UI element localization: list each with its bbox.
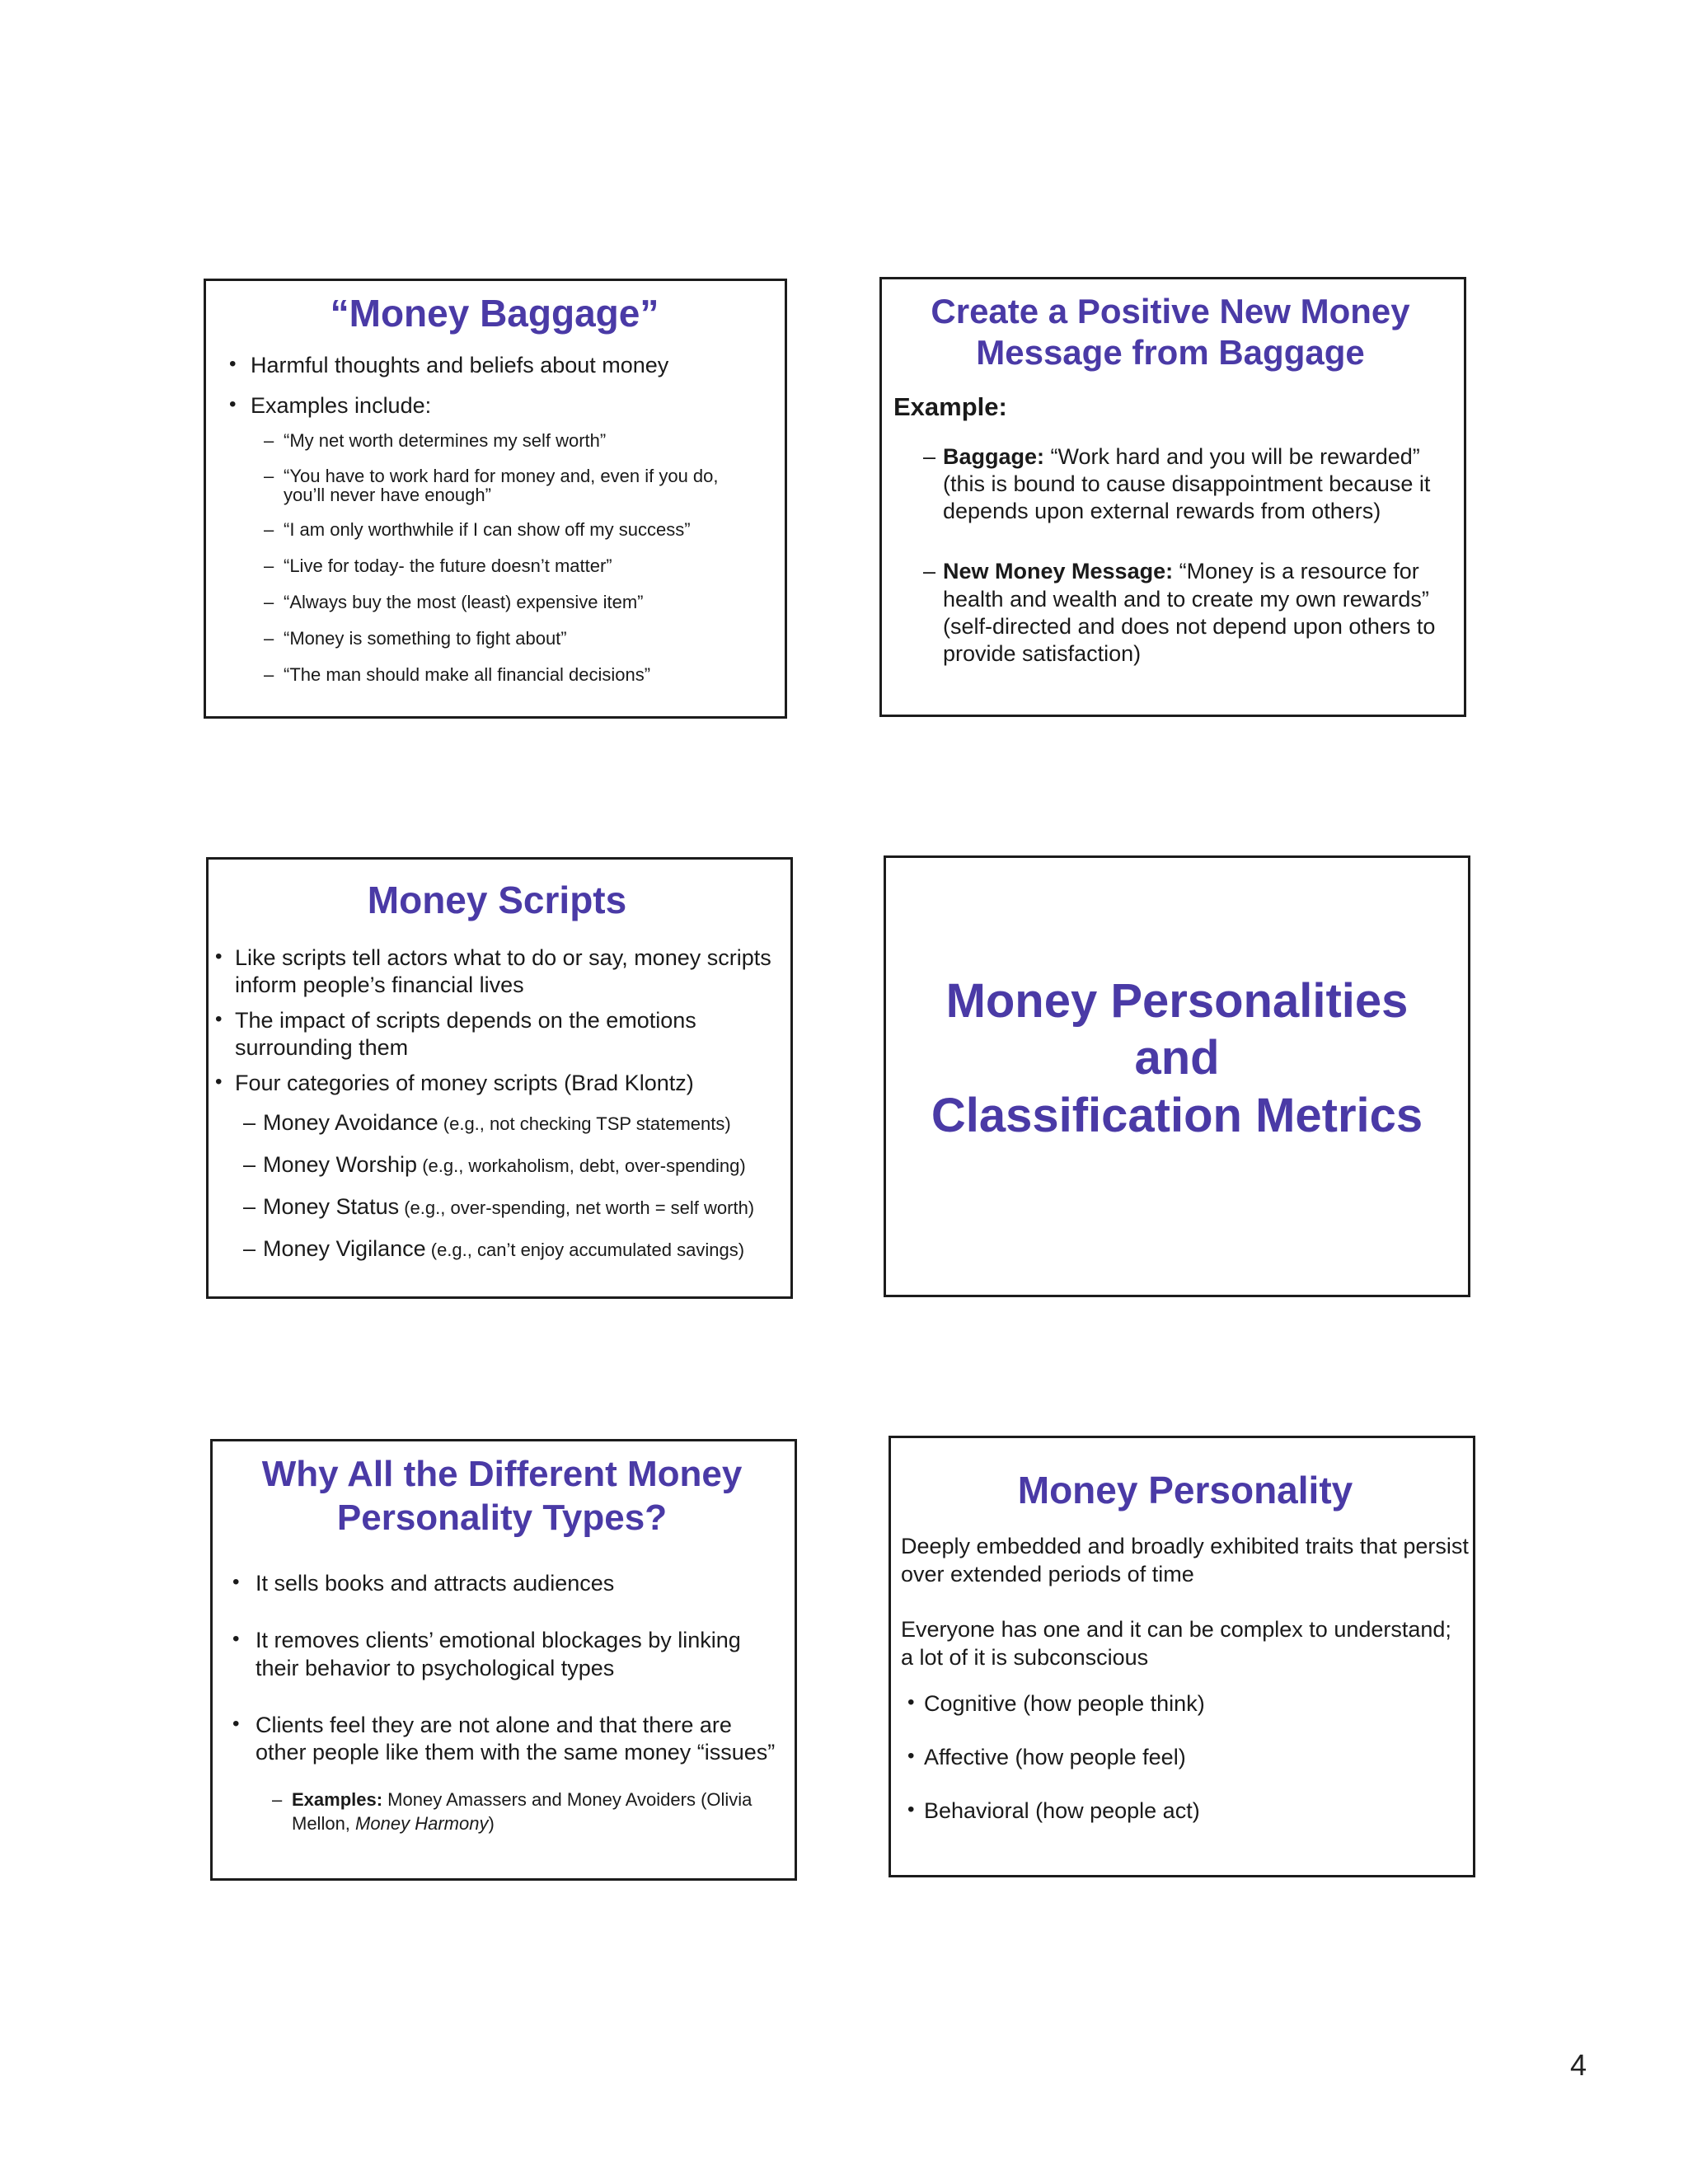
bullet-item: • Four categories of money scripts (Brad Klontz): [209, 1070, 785, 1097]
item-text: “Work hard and you will be rewarded” (this is bound to cause disappointment because it depends upon external rewards from others): [943, 443, 1431, 524]
section-title-line: Money Personalities: [945, 973, 1409, 1028]
section-title-line: Classification Metrics: [931, 1088, 1423, 1142]
category-name: Money Avoidance: [263, 1109, 438, 1135]
example-label: Example:: [893, 391, 1007, 421]
examples-label: Examples:: [292, 1788, 383, 1810]
bullet-list: [226, 1570, 778, 1767]
message-list: [923, 443, 1447, 668]
list-item: [243, 1194, 785, 1220]
category-name: Money Vigilance: [263, 1235, 426, 1261]
bullet-item: • Examples include:: [223, 393, 767, 419]
book-title: Money Harmony: [355, 1812, 489, 1834]
category-example: (e.g., over-spending, net worth = self worth): [399, 1197, 755, 1218]
section-title-line: and: [1134, 1031, 1220, 1085]
list-item: [243, 1152, 785, 1178]
category-name: Money Worship: [263, 1151, 418, 1177]
slide-title: Why All the Different Money Personality Types?: [261, 1454, 743, 1538]
bullet-item: • Cognitive (how people think): [901, 1691, 1470, 1717]
list-item: – “You have to work hard for money and, even if you do, you’ll never have enough”: [264, 466, 750, 504]
list-item-new-message: [923, 558, 1447, 668]
page-number: 4: [1570, 2048, 1587, 2082]
slide-title: “Money Baggage”: [330, 292, 659, 335]
definition-text: Deeply embedded and broadly exhibited traits that persist over extended periods of time: [901, 1534, 1469, 1586]
bullet-list: [209, 944, 785, 1097]
item-label: New Money Message:: [943, 559, 1174, 584]
examples-end: ): [488, 1812, 495, 1834]
list-item: – “Live for today- the future doesn’t matter”: [264, 555, 750, 577]
category-example: (e.g., can’t enjoy accumulated savings): [425, 1239, 745, 1260]
item-label: Baggage:: [943, 443, 1045, 469]
slide-money-baggage: [204, 279, 787, 719]
list-item: – “I am only worthwhile if I can show off my success”: [264, 519, 750, 541]
slide-positive-money-message: [879, 277, 1466, 717]
list-item: – “Always buy the most (least) expensive item”: [264, 592, 750, 613]
script-categories: [243, 1110, 785, 1262]
bullet-item: • It sells books and attracts audiences: [226, 1570, 778, 1597]
bullet-item: • Harmful thoughts and beliefs about money: [223, 353, 767, 378]
slide-money-scripts: [206, 857, 793, 1299]
slide-title: Money Personality: [1017, 1469, 1353, 1511]
list-item: – “Money is something to fight about”: [264, 628, 750, 649]
category-name: Money Status: [263, 1193, 400, 1219]
slide-money-personality: [889, 1436, 1475, 1877]
list-item: [243, 1110, 785, 1136]
bullet-item: • It removes clients’ emotional blockages by linking their behavior to psychological types: [226, 1627, 778, 1682]
trait-list: [901, 1691, 1470, 1824]
bullet-item: • The impact of scripts depends on the emotions surrounding them: [209, 1007, 785, 1062]
bullet-list: [223, 353, 767, 419]
list-item: [243, 1236, 785, 1262]
slide-why-personality-types: [210, 1439, 797, 1881]
item-text: “Money is a resource for health and wealth and to create my own rewards” (self-directed and does not depend upon others to provide satisfaction): [943, 559, 1436, 666]
bullet-item: • Behavioral (how people act): [901, 1798, 1470, 1824]
slide-title: Money Scripts: [367, 879, 627, 921]
bullet-item: • Like scripts tell actors what to do or say, money scripts inform people’s financial lives: [209, 944, 785, 999]
examples-list: [272, 1788, 778, 1835]
list-item: – “The man should make all financial decisions”: [264, 664, 750, 686]
list-item: [272, 1788, 778, 1835]
category-example: (e.g., workaholism, debt, over-spending): [417, 1155, 746, 1176]
slide-title: Create a Positive New Money Message from Baggage: [931, 292, 1410, 373]
bullet-item: • Clients feel they are not alone and that there are other people like them with the same money “issues”: [226, 1712, 778, 1767]
category-example: (e.g., not checking TSP statements): [438, 1113, 731, 1134]
examples-text: Money Amassers and Money Avoiders (Olivia Mellon,: [292, 1788, 753, 1834]
list-item: – “My net worth determines my self worth”: [264, 430, 750, 452]
bullet-item: • Affective (how people feel): [901, 1745, 1470, 1770]
list-item-baggage: [923, 443, 1447, 526]
slide-section-title: [884, 855, 1470, 1297]
description-text: Everyone has one and it can be complex to understand; a lot of it is subconscious: [901, 1617, 1451, 1670]
example-list: [264, 430, 750, 686]
